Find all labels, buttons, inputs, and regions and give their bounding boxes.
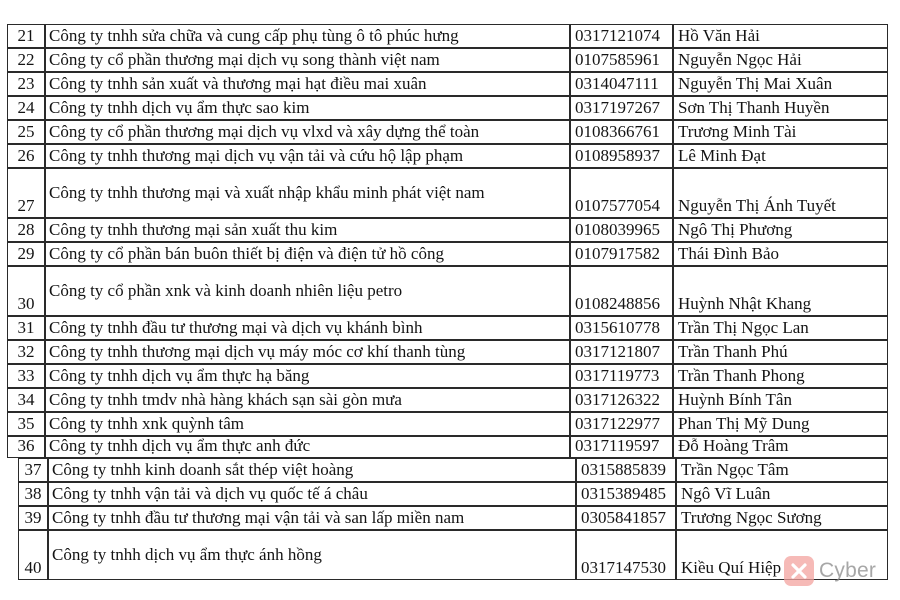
row-number: 29 — [7, 242, 45, 266]
company-name: Công ty cổ phần thương mại dịch vụ vlxd và xây dựng thể toàn — [45, 120, 570, 144]
representative-name: Nguyễn Thị Ánh Tuyết — [673, 168, 888, 218]
row-number: 21 — [7, 24, 45, 48]
row-number: 37 — [18, 458, 48, 482]
company-name: Công ty tnhh đầu tư thương mại vận tải và san lấp miền nam — [48, 506, 576, 530]
row-number: 33 — [7, 364, 45, 388]
representative-name: Trương Minh Tài — [673, 120, 888, 144]
representative-name: Đỗ Hoàng Trâm — [673, 436, 888, 458]
row-number: 22 — [7, 48, 45, 72]
representative-name: Thái Đình Bảo — [673, 242, 888, 266]
tax-code: 0315885839 — [576, 458, 676, 482]
tax-code: 0317119597 — [570, 436, 673, 458]
representative-name: Trần Thanh Phong — [673, 364, 888, 388]
representative-name: Nguyễn Thị Mai Xuân — [673, 72, 888, 96]
row-number: 23 — [7, 72, 45, 96]
tax-code: 0107577054 — [570, 168, 673, 218]
tax-code: 0317126322 — [570, 388, 673, 412]
tax-code: 0315610778 — [570, 316, 673, 340]
company-name: Công ty tnhh tmdv nhà hàng khách sạn sài gòn mưa — [45, 388, 570, 412]
row-number: 30 — [7, 266, 45, 316]
company-name: Công ty cổ phần bán buôn thiết bị điện và điện tử hồ công — [45, 242, 570, 266]
cyber-x-logo-icon — [784, 556, 814, 586]
row-number: 34 — [7, 388, 45, 412]
company-name: Công ty tnhh dịch vụ ẩm thực anh đức — [45, 436, 570, 458]
company-name: Công ty cổ phần xnk và kinh doanh nhiên liệu petro — [45, 266, 570, 316]
company-name: Công ty tnhh thương mại sản xuất thu kim — [45, 218, 570, 242]
watermark — [784, 554, 876, 588]
row-number: 27 — [7, 168, 45, 218]
representative-name: Huỳnh Bính Tân — [673, 388, 888, 412]
row-number: 38 — [18, 482, 48, 506]
tax-code: 0305841857 — [576, 506, 676, 530]
row-number: 24 — [7, 96, 45, 120]
representative-name: Trần Ngọc Tâm — [676, 458, 888, 482]
company-name: Công ty tnhh thương mại dịch vụ máy móc cơ khí thanh tùng — [45, 340, 570, 364]
representative-name: Huỳnh Nhật Khang — [673, 266, 888, 316]
tax-code: 0314047111 — [570, 72, 673, 96]
tax-code: 0108366761 — [570, 120, 673, 144]
row-number: 26 — [7, 144, 45, 168]
representative-name: Kiều Quí Hiệp — [676, 530, 888, 580]
company-name: Công ty tnhh dịch vụ ẩm thực hạ băng — [45, 364, 570, 388]
tax-code: 0108958937 — [570, 144, 673, 168]
row-number: 35 — [7, 412, 45, 436]
tax-code: 0315389485 — [576, 482, 676, 506]
company-name: Công ty tnhh sản xuất và thương mại hạt điều mai xuân — [45, 72, 570, 96]
representative-name: Ngô Vĩ Luân — [676, 482, 888, 506]
company-name: Công ty cổ phần thương mại dịch vụ song thành việt nam — [45, 48, 570, 72]
company-name: Công ty tnhh dịch vụ ẩm thực ánh hồng — [48, 530, 576, 580]
tax-code: 0317121074 — [570, 24, 673, 48]
row-number: 25 — [7, 120, 45, 144]
representative-name: Hồ Văn Hải — [673, 24, 888, 48]
row-number: 28 — [7, 218, 45, 242]
tax-code: 0108248856 — [570, 266, 673, 316]
representative-name: Sơn Thị Thanh Huyền — [673, 96, 888, 120]
company-name: Công ty tnhh đầu tư thương mại và dịch vụ khánh bình — [45, 316, 570, 340]
company-name: Công ty tnhh thương mại và xuất nhập khẩu minh phát việt nam — [45, 168, 570, 218]
row-number: 40 — [18, 530, 48, 580]
row-number: 31 — [7, 316, 45, 340]
representative-name: Trần Thị Ngọc Lan — [673, 316, 888, 340]
company-name: Công ty tnhh sửa chữa và cung cấp phụ tùng ô tô phúc hưng — [45, 24, 570, 48]
tax-code: 0317121807 — [570, 340, 673, 364]
tax-code: 0317119773 — [570, 364, 673, 388]
tax-code: 0317147530 — [576, 530, 676, 580]
representative-name: Lê Minh Đạt — [673, 144, 888, 168]
representative-name: Phan Thị Mỹ Dung — [673, 412, 888, 436]
representative-name: Ngô Thị Phương — [673, 218, 888, 242]
row-number: 36 — [7, 436, 45, 458]
watermark-text: Cyber — [819, 559, 877, 582]
tax-code: 0108039965 — [570, 218, 673, 242]
company-name: Công ty tnhh thương mại dịch vụ vận tải và cứu hộ lập phạm — [45, 144, 570, 168]
row-number: 39 — [18, 506, 48, 530]
representative-name: Trương Ngọc Sương — [676, 506, 888, 530]
representative-name: Nguyễn Ngọc Hải — [673, 48, 888, 72]
tax-code: 0107585961 — [570, 48, 673, 72]
company-name: Công ty tnhh xnk quỳnh tâm — [45, 412, 570, 436]
row-number: 32 — [7, 340, 45, 364]
tax-code: 0317122977 — [570, 412, 673, 436]
company-name: Công ty tnhh vận tải và dịch vụ quốc tế á châu — [48, 482, 576, 506]
representative-name: Trần Thanh Phú — [673, 340, 888, 364]
company-name: Công ty tnhh dịch vụ ẩm thực sao kim — [45, 96, 570, 120]
company-name: Công ty tnhh kinh doanh sắt thép việt hoàng — [48, 458, 576, 482]
tax-code: 0107917582 — [570, 242, 673, 266]
tax-code: 0317197267 — [570, 96, 673, 120]
